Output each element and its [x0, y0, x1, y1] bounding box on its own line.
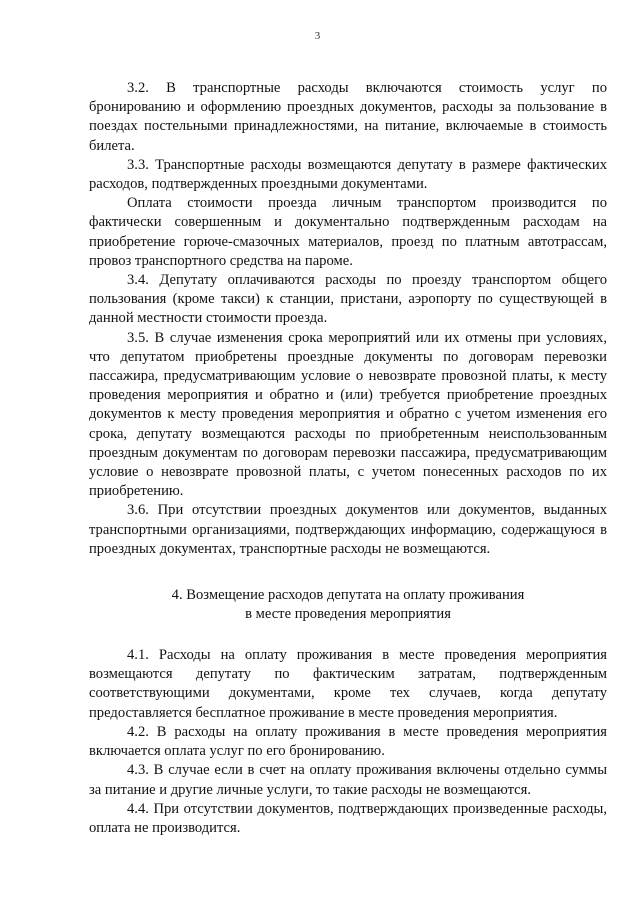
paragraph-4-3: 4.3. В случае если в счет на оплату проживания включены отдельно суммы за питание и другие личные услуги, то такие расходы не возмещаются.	[89, 762, 607, 798]
paragraph-4-4: 4.4. При отсутствии документов, подтверждающих произведенные расходы, оплата не производится.	[89, 800, 607, 836]
document-body	[89, 79, 607, 838]
paragraph-3-6: 3.6. При отсутствии проездных документов или документов, выданных транспортными организациями, подтверждающих информацию, содержащуюся в проездных документах, транспортные расходы не возмещаются.	[89, 502, 607, 557]
paragraph-3-4: 3.4. Депутату оплачиваются расходы по проезду транспортом общего пользования (кроме такси) к станции, пристани, аэропорту по существующей в данной местности стоимости проезда.	[89, 272, 607, 327]
section-4-heading	[89, 586, 607, 623]
page-number: 3	[314, 30, 321, 42]
paragraph-3-3: 3.3. Транспортные расходы возмещаются депутату в размере фактических расходов, подтвержденных проездными документами.	[89, 156, 607, 193]
section-4-heading-line-2: в месте проведения мероприятия	[245, 605, 451, 622]
paragraph-3-2: 3.2. В транспортные расходы включаются стоимость услуг по бронированию и оформлению проездных документов, расходы за пользование в поездах постельными принадлежностями, на питание, включаемые в стоимость билета.	[89, 80, 607, 154]
paragraph-3-3-personal-transport: Оплата стоимости проезда личным транспортом производится по фактически совершенным и документально подтвержденным расходам на приобретение горюче-смазочных материалов, проезд по платным автотрассам, провоз транспортного средства на пароме.	[89, 195, 607, 269]
paragraph-3-5: 3.5. В случае изменения срока мероприятий или их отмены при условиях, что депутатом приобретены проездные документы по договорам перевозки пассажира, предусматривающим условие о невозврате провозной платы, к месту проведения мероприятия и обратно и (или) требуется приобретение проездных документов к месту проведения мероприятия и обратно с учетом изменения его срока, депутату возмещаются расходы по приобретенным неиспользованным проездным документам по договорам перевозки пассажира, предусматривающим условие о невозврате провозной платы, с учетом понесенных расходов по их приобретению.	[89, 329, 607, 500]
paragraph-4-2: 4.2. В расходы на оплату проживания в месте проведения мероприятия включается оплата услуг по его бронированию.	[89, 723, 607, 760]
paragraph-4-1: 4.1. Расходы на оплату проживания в месте проведения мероприятия возмещаются депутату по фактическим затратам, подтвержденным соответствующими документами, кроме тех случаев, когда депутату предоставляется бесплатное проживание в месте проведения мероприятия.	[89, 647, 607, 721]
section-4-heading-line-1: 4. Возмещение расходов депутата на оплату проживания	[171, 587, 525, 604]
